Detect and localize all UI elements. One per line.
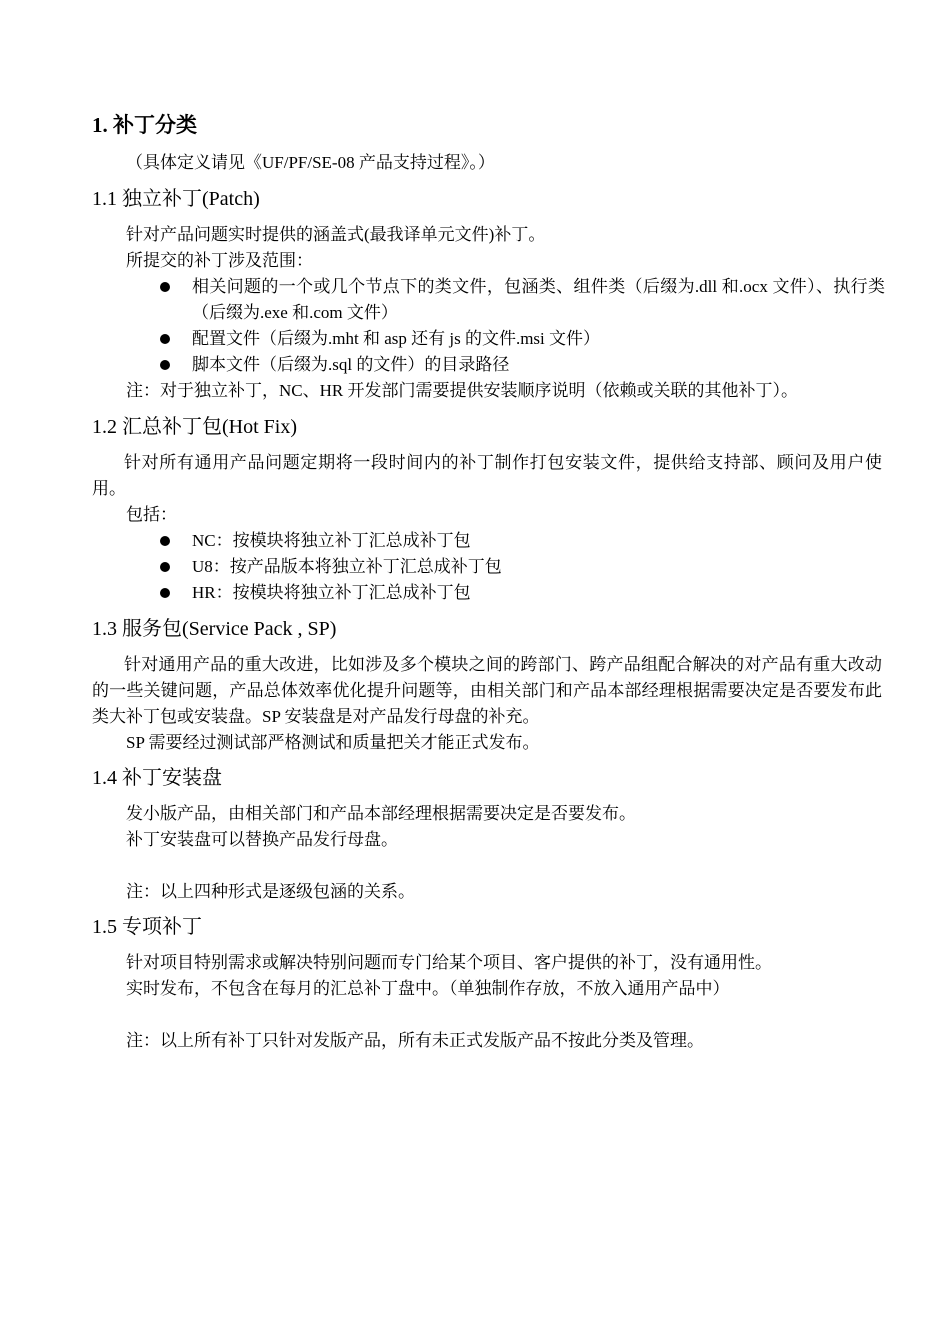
list-item <box>160 352 885 378</box>
list-item-text: NC：按模块将独立补丁汇总成补丁包 <box>192 531 471 550</box>
section-1-4-para-2: 补丁安装盘可以替换产品发行母盘。 <box>126 830 398 849</box>
section-1-5-para-1: 针对项目特别需求或解决特别问题而专门给某个项目、客户提供的补丁，没有通用性。 <box>126 953 772 972</box>
section-1-1-para-1: 针对产品问题实时提供的涵盖式(最我译单元文件)补丁。 <box>126 225 546 244</box>
section-1-4-para-1: 发小版产品，由相关部门和产品本部经理根据需要决定是否要发布。 <box>126 804 636 823</box>
list-item <box>160 554 885 580</box>
section-1-1-title: 1.1 独立补丁(Patch) <box>92 188 260 210</box>
list-item-text: HR：按模块将独立补丁汇总成补丁包 <box>192 583 471 602</box>
section-1-2-para-1: 针对所有通用产品问题定期将一段时间内的补丁制作打包安装文件，提供给支持部、顾问及用户使用。 <box>92 453 882 498</box>
list-item <box>160 580 885 606</box>
list-item <box>160 326 885 352</box>
list-item <box>160 274 885 326</box>
section-1-4-note: 注：以上四种形式是逐级包涵的关系。 <box>126 882 415 901</box>
section-1-3-title: 1.3 服务包(Service Pack , SP) <box>92 618 337 640</box>
bullet-dot-icon <box>160 588 170 598</box>
list-item-text: 相关问题的一个或几个节点下的类文件，包涵类、组件类（后缀为.dll 和.ocx 文件）、执行类（后缀为.exe 和.com 文件） <box>192 277 885 322</box>
list-item-text: 配置文件（后缀为.mht 和 asp 还有 js 的文件.msi 文件） <box>192 329 601 348</box>
bullet-dot-icon <box>160 282 170 292</box>
bullet-dot-icon <box>160 334 170 344</box>
section-1-1-para-2: 所提交的补丁涉及范围： <box>126 251 313 270</box>
list-item-text: 脚本文件（后缀为.sql 的文件）的目录路径 <box>192 355 510 374</box>
section-1-3-para-1: 针对通用产品的重大改进，比如涉及多个模块之间的跨部门、跨产品组配合解决的对产品有重大改动的一些关键问题，产品总体效率优化提升问题等，由相关部门和产品本部经理根据需要决定是否要发布此类大补丁包或安装盘。SP 安装盘是对产品发行母盘的补充。 <box>92 655 882 726</box>
section-1-5-para-2: 实时发布，不包含在每月的汇总补丁盘中。（单独制作存放，不放入通用产品中） <box>126 979 730 998</box>
section-1-note: （具体定义请见《UF/PF/SE-08 产品支持过程》。） <box>126 153 495 172</box>
section-1-1-note: 注：对于独立补丁，NC、HR 开发部门需要提供安装顺序说明（依赖或关联的其他补丁）。 <box>126 381 798 400</box>
bullet-dot-icon <box>160 360 170 370</box>
list-item <box>160 528 885 554</box>
section-1-3-para-2: SP 需要经过测试部严格测试和质量把关才能正式发布。 <box>126 733 540 752</box>
section-1-5-title: 1.5 专项补丁 <box>92 916 202 938</box>
section-1-2-title: 1.2 汇总补丁包(Hot Fix) <box>92 416 297 438</box>
bullet-dot-icon <box>160 536 170 546</box>
section-1-5-note: 注：以上所有补丁只针对发版产品，所有未正式发版产品不按此分类及管理。 <box>126 1031 704 1050</box>
section-1-2-para-2: 包括： <box>126 505 177 524</box>
section-1-4-title: 1.4 补丁安装盘 <box>92 767 222 789</box>
section-1-title: 1. 补丁分类 <box>92 113 197 137</box>
list-item-text: U8：按产品版本将独立补丁汇总成补丁包 <box>192 557 502 576</box>
bullet-dot-icon <box>160 562 170 572</box>
